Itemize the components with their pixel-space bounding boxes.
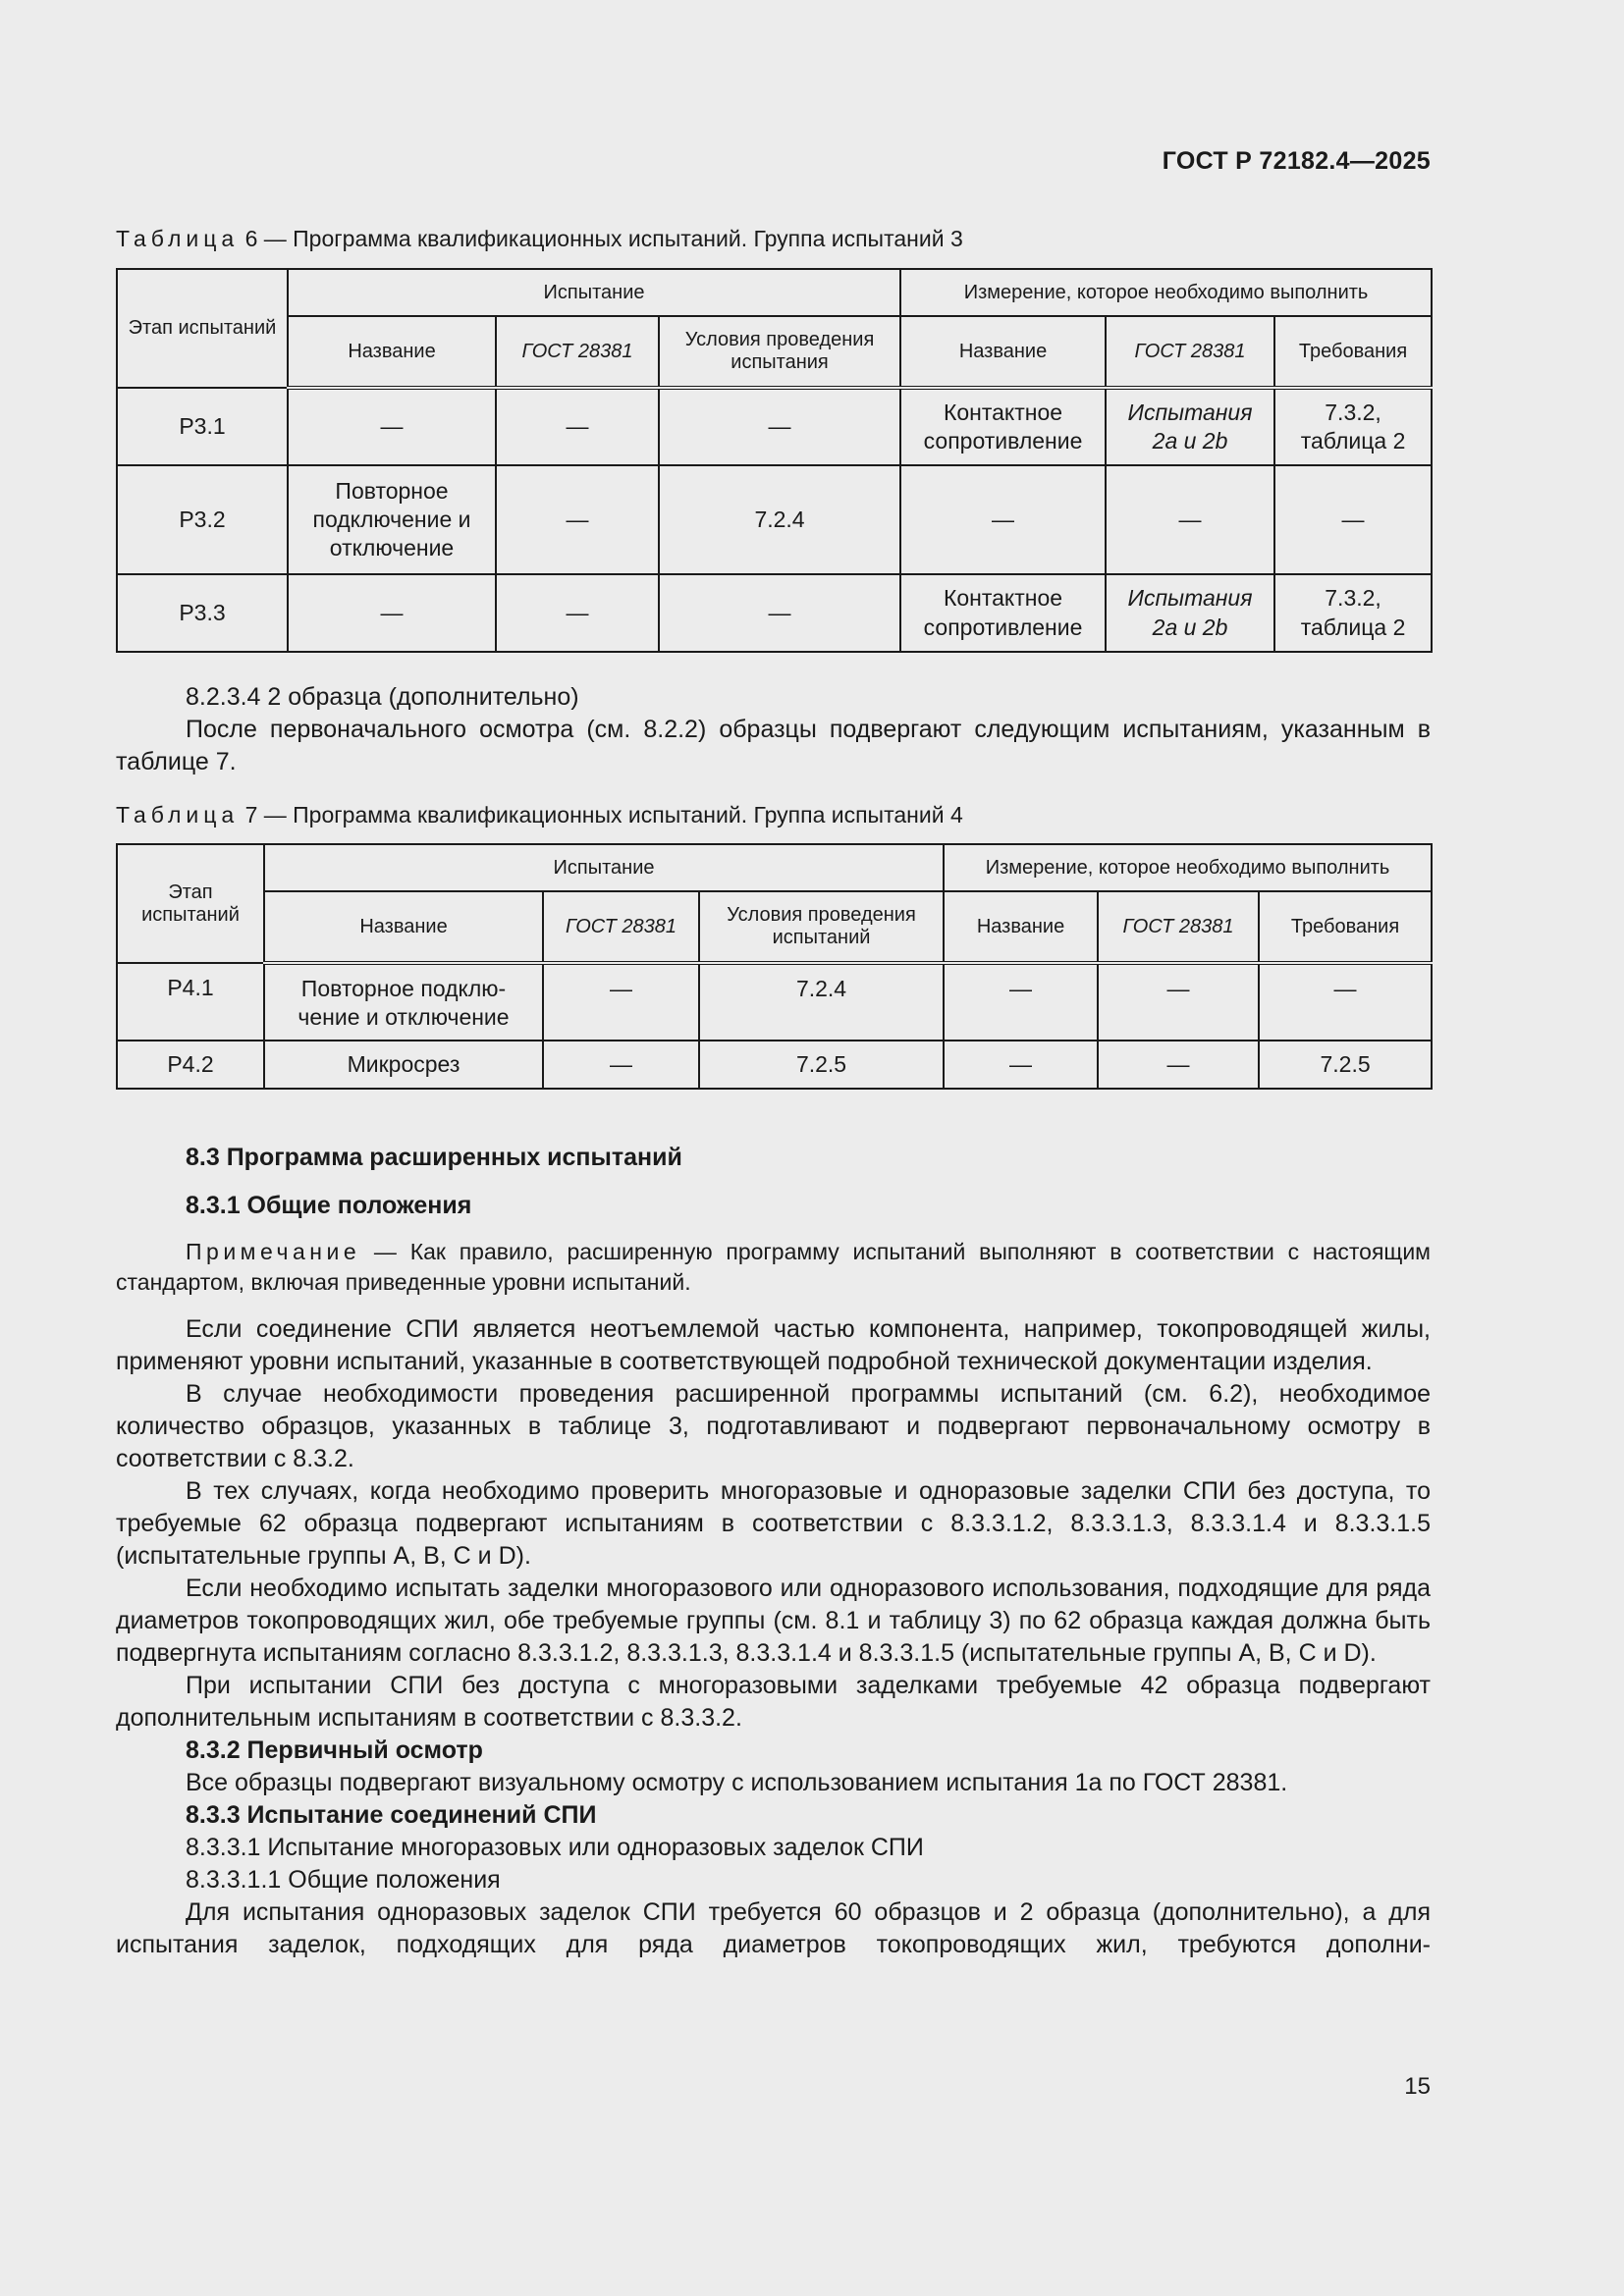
cell-measure-gost: — — [1106, 465, 1274, 574]
col-header-name-measure: Название — [900, 316, 1106, 388]
cell-gost: — — [496, 465, 659, 574]
col-header-name: Название — [288, 316, 496, 388]
cell-conditions: — — [659, 574, 900, 652]
table-6 — [116, 268, 1433, 653]
cell-stage: Р3.1 — [117, 388, 288, 465]
page-number: 15 — [1404, 2073, 1431, 2100]
cell-name: Повторное подклю-чение и отключение — [264, 963, 543, 1041]
cell-name: — — [288, 388, 496, 465]
table-row — [117, 963, 1432, 1041]
table-row — [117, 1041, 1432, 1089]
cell-measure-name: Контактное сопротивление — [900, 574, 1106, 652]
note-prefix: Примечание — [186, 1239, 361, 1264]
col-header-test: Испытание — [288, 269, 900, 316]
cell-measure-name: — — [944, 1041, 1098, 1089]
paragraph-text: Для испытания одноразовых заделок СПИ требуется 60 образцов и 2 образца (дополнительно), а для испытания заделок, подходящих для ряда диаметров токопроводящих жил, требуются дополни- — [116, 1898, 1431, 1958]
cell-requirements: 7.3.2, таблица 2 — [1274, 574, 1432, 652]
table6-caption — [116, 226, 963, 252]
col-header-gost-measure: ГОСТ 28381 — [1106, 316, 1274, 388]
col-header-gost: ГОСТ 28381 — [543, 891, 699, 963]
col-header-requirements: Требования — [1274, 316, 1432, 388]
cell-measure-gost: Испытания 2a и 2b — [1106, 388, 1274, 465]
paragraph-text: Если необходимо испытать заделки многоразового или одноразового использования, подходящие для ряда диаметров токопроводящих жил, обе требуемые группы (см. 8.1 и таблицу 3) по 62 образца каждая должна быть подвергнута испытаниям согласно 8.3.3.1.2, 8.3.3.1.3, 8.3.3.1.4 и 8.3.3.1.5 (испытательные группы A, B, C и D). — [116, 1575, 1431, 1667]
cell-requirements: — — [1259, 963, 1432, 1041]
table6-caption-text: 6 — Программа квалификационных испытаний. Группа испытаний 3 — [239, 226, 963, 251]
cell-measure-name: Контактное сопротивление — [900, 388, 1106, 465]
section-heading-8-3-3: 8.3.3 Испытание соединений СПИ — [186, 1801, 597, 1829]
col-header-gost-measure: ГОСТ 28381 — [1098, 891, 1259, 963]
section-heading-8-3-3-1: 8.3.3.1 Испытание многоразовых или одноразовых заделок СПИ — [186, 1834, 924, 1861]
col-header-stage: Этап испытаний — [117, 269, 288, 388]
cell-requirements: — — [1274, 465, 1432, 574]
paragraph-text: После первоначального осмотра (см. 8.2.2) образцы подвергают следующим испытаниям, указанным в таблице 7. — [116, 716, 1431, 775]
table7-caption-prefix: Таблица — [116, 802, 240, 828]
cell-gost: — — [543, 1041, 699, 1089]
paragraph-text: В случае необходимости проведения расширенной программы испытаний (см. 6.2), необходимое количество образцов, указанных в таблице 3, подготавливают и подвергают первоначальному осмотру в соответствии с 8.3.2. — [116, 1380, 1431, 1472]
col-header-measure: Измерение, которое необходимо выполнить — [900, 269, 1432, 316]
cell-conditions: — — [659, 388, 900, 465]
col-header-name: Название — [264, 891, 543, 963]
section-heading-8-3-1: 8.3.1 Общие положения — [186, 1192, 472, 1219]
cell-name: Повторное подключение и отключение — [288, 465, 496, 574]
section-heading-8-3-2: 8.3.2 Первичный осмотр — [186, 1736, 483, 1764]
paragraph-text: Все образцы подвергают визуальному осмотру с использованием испытания 1a по ГОСТ 28381. — [186, 1769, 1288, 1796]
cell-stage: Р3.3 — [117, 574, 288, 652]
table6-caption-prefix: Таблица — [116, 226, 240, 251]
cell-name: — — [288, 574, 496, 652]
paragraph-8-2-3-4 — [116, 681, 1431, 778]
cell-measure-gost: — — [1098, 1041, 1259, 1089]
paragraph-text: В тех случаях, когда необходимо проверить многоразовые и одноразовые заделки СПИ без доступа, то требуемые 62 образца подвергают испытаниям в соответствии с 8.3.3.1.2, 8.3.3.1.3, 8.3.3.1.4 и 8.3.3.1.5 (испытательные группы A, B, C и D). — [116, 1477, 1431, 1570]
cell-measure-gost: — — [1098, 963, 1259, 1041]
note-text: — Как правило, расширенную программу испытаний выполняют в соответствии с настоящим стандартом, включая приведенные уровни испытаний. — [116, 1239, 1431, 1295]
table-7 — [116, 843, 1433, 1090]
col-header-conditions: Условия проведения испытания — [659, 316, 900, 388]
paragraph-heading: 8.2.3.4 2 образца (дополнительно) — [186, 683, 579, 711]
section-8-3-body — [116, 1313, 1431, 1961]
cell-gost: — — [543, 963, 699, 1041]
cell-requirements: 7.2.5 — [1259, 1041, 1432, 1089]
cell-requirements: 7.3.2, таблица 2 — [1274, 388, 1432, 465]
table7-caption-text: 7 — Программа квалификационных испытаний. Группа испытаний 4 — [239, 802, 963, 828]
section-heading-8-3: 8.3 Программа расширенных испытаний — [186, 1144, 682, 1171]
col-header-stage: Этап испытаний — [117, 844, 264, 963]
paragraph-text: Если соединение СПИ является неотъемлемой частью компонента, например, токопроводящей жилы, применяют уровни испытаний, указанные в соответствующей подробной технической документации изделия. — [116, 1315, 1431, 1375]
table-row — [117, 465, 1432, 574]
cell-conditions: 7.2.4 — [699, 963, 944, 1041]
cell-conditions: 7.2.4 — [659, 465, 900, 574]
paragraph-text: При испытании СПИ без доступа с многоразовыми заделками требуемые 42 образца подвергают дополнительным испытаниям в соответствии с 8.3.3.2. — [116, 1672, 1431, 1732]
cell-conditions: 7.2.5 — [699, 1041, 944, 1089]
table7-caption — [116, 802, 963, 828]
cell-measure-name: — — [900, 465, 1106, 574]
cell-stage: Р4.1 — [117, 963, 264, 1041]
cell-stage: Р4.2 — [117, 1041, 264, 1089]
col-header-measure: Измерение, которое необходимо выполнить — [944, 844, 1432, 891]
col-header-conditions: Условия проведения испытаний — [699, 891, 944, 963]
section-heading-8-3-3-1-1: 8.3.3.1.1 Общие положения — [186, 1866, 501, 1894]
standard-number: ГОСТ Р 72182.4—2025 — [1162, 147, 1431, 175]
note — [116, 1237, 1431, 1298]
cell-measure-name: — — [944, 963, 1098, 1041]
cell-stage: Р3.2 — [117, 465, 288, 574]
table-row — [117, 388, 1432, 465]
col-header-name-measure: Название — [944, 891, 1098, 963]
col-header-test: Испытание — [264, 844, 944, 891]
cell-name: Микросрез — [264, 1041, 543, 1089]
cell-gost: — — [496, 574, 659, 652]
col-header-requirements: Требования — [1259, 891, 1432, 963]
cell-measure-gost: Испытания 2a и 2b — [1106, 574, 1274, 652]
col-header-gost: ГОСТ 28381 — [496, 316, 659, 388]
cell-gost: — — [496, 388, 659, 465]
table-row — [117, 574, 1432, 652]
